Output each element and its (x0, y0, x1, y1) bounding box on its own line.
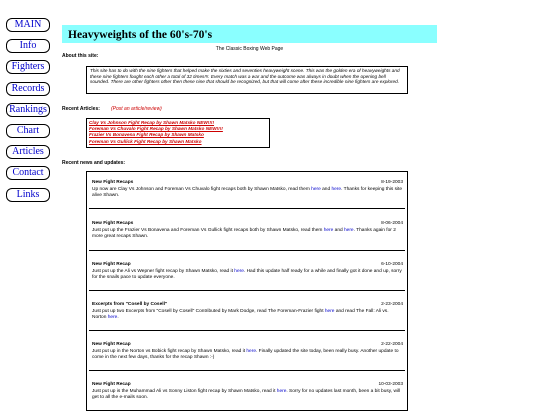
news-date: 2-23-2004 (381, 302, 403, 307)
nav-articles[interactable]: Articles (6, 145, 50, 159)
news-body: Just put up is the Muhammad Ali vs Sonny Liston fight recap by Shawn Matsko, read it here. Sorry for no updates last month, been a bit busy, will get to all the e-mails soon. (92, 389, 401, 400)
news-link[interactable]: here (323, 228, 334, 233)
news-date: 8-06-2004 (381, 221, 403, 226)
news-body: Just put up in the Norton vs Bobick fight recap by Shawn Matsko, read it here. Finally updated the site today, been really busy. Another update to come in the next few days, thanks for the recap Shawn :-) (92, 349, 399, 360)
news-heading: Recent news and updates: (62, 160, 126, 166)
news-link[interactable]: here (311, 187, 321, 192)
nav-fighters[interactable]: Fighters (6, 60, 50, 74)
news-link[interactable]: here (276, 389, 287, 394)
article-link[interactable]: Foreman Vs Gullick Fight Recap by Shawn Matsko (89, 138, 202, 144)
page-subtitle: The Classic Boxing Web Page (215, 46, 284, 52)
news-title: New Fight Recap (92, 262, 131, 267)
nav-chart[interactable]: Chart (6, 124, 50, 138)
news-list (86, 171, 408, 411)
news-date: 8-19-2003 (381, 180, 403, 185)
news-title: New Fight Recap (92, 382, 131, 387)
about-text: This site has to do with the nine fighters that helped make the sixties and seventies heavyweight scene. This was the golden era of heavyweights and these nine fighters fought each other a total of 32 times!!!. Every match was a war and the outcome was always in doubt when the opening bell sounded. There are other fighters other then these nine that should be recognized, but that will come after these incredible nine fighters are explored. (86, 66, 408, 94)
news-link[interactable]: here (107, 315, 118, 320)
nav-rankings[interactable]: Rankings (6, 103, 50, 117)
news-title: New Fight Recaps (92, 180, 134, 185)
news-title: Excerpts from "Cosell by Cosell" (92, 302, 168, 307)
article-link[interactable]: Foreman Vs Chuvalo Fight Recap by Shawn Matsko NEW!!!! (89, 126, 223, 132)
news-link[interactable]: here (343, 228, 354, 233)
news-body: Just put up the Ali vs Wepner fight recap by Shawn Matsko, read it here. Had this update half ready for a while and finally got it done and up, sorry for the snails pace to update everyone. (92, 269, 402, 280)
divider (89, 370, 405, 371)
divider (89, 330, 405, 331)
news-item (92, 382, 403, 401)
nav-records[interactable]: Records (6, 82, 50, 96)
news-item (92, 342, 403, 361)
news-title: New Fight Recaps (92, 221, 134, 226)
news-link[interactable]: here (324, 309, 335, 314)
news-link[interactable]: here (331, 187, 342, 192)
news-title: New Fight Recap (92, 342, 131, 347)
news-link[interactable]: here (234, 269, 244, 274)
left-nav (6, 18, 50, 209)
nav-links[interactable]: Links (6, 188, 50, 202)
divider (89, 250, 405, 251)
post-article-link[interactable]: (Post an article/review) (111, 106, 162, 112)
news-body: Just put up two Excerpts from "Cosell by Cosell" Contributed by Mark Dodge, read The Foreman-Frazier fight here and read The Fall: Ali vs. Norton here. (92, 309, 389, 320)
news-link[interactable]: here (246, 349, 256, 354)
news-item (92, 262, 403, 281)
about-heading: About this site: (62, 53, 99, 59)
articles-list (86, 118, 270, 148)
news-item (92, 302, 403, 321)
divider (89, 208, 405, 209)
title-banner (62, 25, 437, 43)
nav-info[interactable]: Info (6, 39, 50, 53)
article-link[interactable]: Clay Vs Johnson Fight Recap by Shawn Matsko NEW!!!! (89, 120, 215, 125)
divider (89, 290, 405, 291)
nav-contact[interactable]: Contact (6, 166, 50, 180)
nav-main[interactable]: MAIN (6, 18, 50, 32)
article-link[interactable]: Frazier Vs Bonavena Fight Recap by Shawn Matsko (89, 132, 204, 138)
news-body: Up now are Clay Vs Johnson and Foreman Vs Chuvalo fight recaps both by Shawn Matsko, read them here and here. Thanks for keeping this site alive Shawn. (92, 187, 403, 198)
articles-heading: Recent Articles: (62, 106, 100, 112)
news-item (92, 221, 403, 240)
page-title: Heavyweights of the 60's-70's (68, 29, 213, 41)
news-date: 10-03-2003 (378, 382, 403, 387)
news-date: 2-22-2004 (381, 342, 403, 347)
news-body: Just put up the Frazier Vs Bonavena and Foreman Vs Gullick fight recaps both by Shawn Matsko, read them here and here. Thanks again for 2 more great recaps Shawn. (92, 228, 396, 239)
news-item (92, 180, 403, 199)
news-date: 6-10-2004 (381, 262, 403, 267)
